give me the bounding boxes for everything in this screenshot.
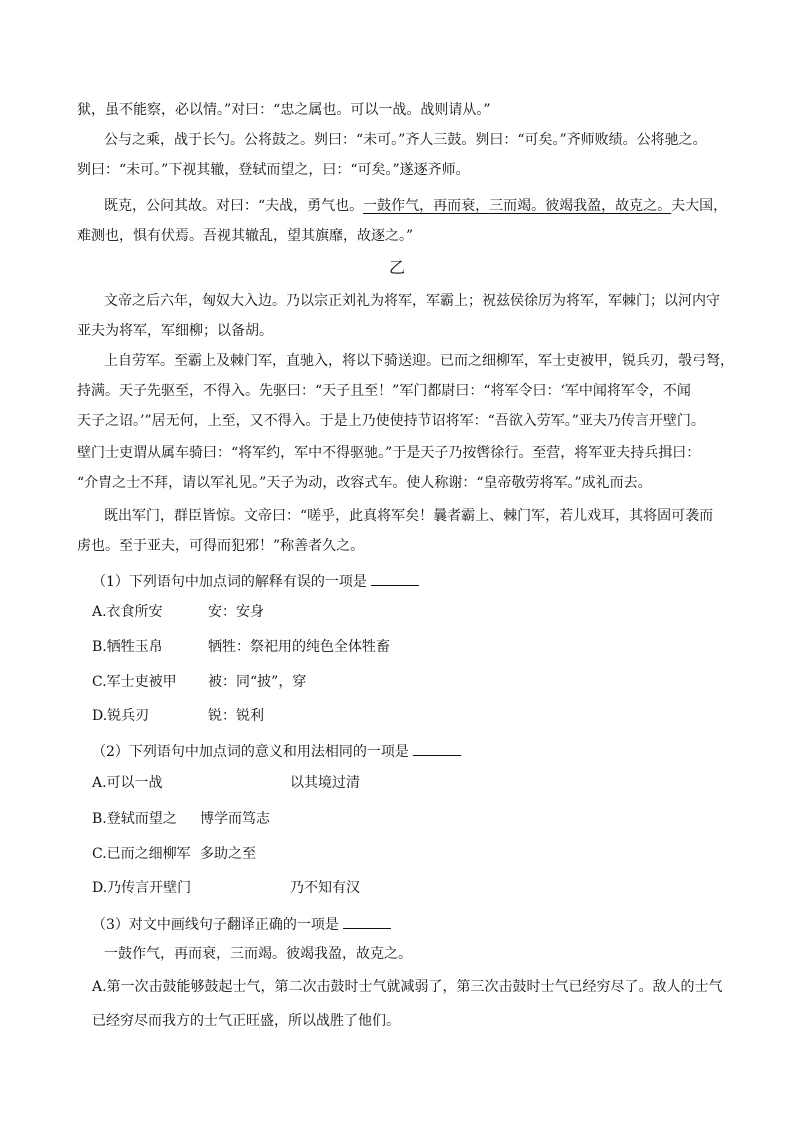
q1-option-d-gloss: 锐：锐利: [208, 708, 264, 724]
q1-option-d: [92, 707, 264, 725]
answer-blank: [413, 741, 461, 756]
passage-yi-line-2: 亚夫为将军，军细柳；以备胡。: [77, 323, 273, 339]
q1-stem: [92, 571, 419, 591]
q3-option-a-line-2: 已经穷尽而我方的士气正旺盛，所以战胜了他们。: [92, 1013, 400, 1029]
answer-blank: [343, 914, 391, 929]
passage-yi-line-1: 文帝之后六年，匈奴大入边。乃以宗正刘礼为将军，军霸上；祝兹侯徐厉为将军，军棘门；以河内守: [104, 293, 720, 309]
q2-option-c-pair: 多助之至: [200, 846, 256, 862]
q2-option-d-text: D.乃传言开壁门: [92, 880, 192, 896]
q2-option-a-text: A.可以一战: [92, 775, 163, 791]
q1-option-a-gloss: 安：安身: [208, 604, 264, 620]
q3-option-a-line-1: A.第一次击鼓能够鼓起士气，第二次击鼓时士气就减弱了，第三次击鼓时士气已经穷尽了。敌人的士气: [92, 979, 723, 995]
passage-jia-line-4-a: 既克，公问其故。对曰：“夫战，勇气也。: [104, 198, 364, 214]
passage-yi-line-3: 上自劳军。至霸上及棘门军，直驰入，将以下骑送迎。已而之细柳军，军士吏被甲，锐兵刃，彀弓弩，: [104, 353, 734, 369]
passage-jia-line-4: [104, 197, 727, 215]
passage-jia-line-1: 狱，虽不能察，必以情。”对曰：“忠之属也。可以一战。战则请从。”: [77, 102, 491, 118]
q1-option-b-gloss: 牺牲：祭祀用的纯色全体牲畜: [208, 639, 390, 655]
q2-option-b-pair: 博学而笃志: [200, 811, 270, 827]
q2-stem-text: （2）下列语句中加点词的意义和用法相同的一项是: [92, 744, 409, 760]
passage-jia-line-3: 刿曰：“未可。”下视其辙，登轼而望之，曰：“可矣。”遂逐齐师。: [77, 162, 470, 178]
passage-jia-line-2: 公与之乘，战于长勺。公将鼓之。刿曰：“未可。”齐人三鼓。刿曰：“可矣。”齐师败绩。公将驰之。: [104, 132, 707, 148]
q2-option-a-pair: 以其境过清: [290, 775, 360, 791]
q2-option-b-text: B.登轼而望之: [92, 811, 177, 827]
q2-option-d: [92, 879, 360, 897]
q2-option-b: [92, 810, 270, 828]
q1-option-b: [92, 638, 390, 656]
q3-stem: [92, 914, 391, 934]
passage-yi-line-7: “介胄之士不拜，请以军礼见。”天子为动，改容式车。使人称谢：“皇帝敬劳将军。”成礼而去。: [77, 475, 652, 491]
answer-blank: [371, 571, 419, 586]
q1-option-c-gloss: 被：同“披”，穿: [208, 674, 307, 690]
q1-stem-text: （1）下列语句中加点词的解释有误的一项是: [92, 574, 367, 590]
q2-stem: [92, 741, 461, 761]
passage-yi-line-9: 虏也。至于亚夫，可得而犯邪！”称善者久之。: [77, 538, 365, 554]
q1-option-a-text: A.衣食所安: [92, 604, 163, 620]
q1-option-c: [92, 673, 306, 691]
underlined-sentence: 一鼓作气，再而衰，三而竭。彼竭我盈，故克之。: [363, 198, 672, 214]
q2-option-c: [92, 845, 256, 863]
passage-yi-line-8: 既出军门，群臣皆惊。文帝曰：“嗟乎，此真将军矣！曩者霸上、棘门军，若儿戏耳，其将固可袭而: [104, 508, 714, 524]
q1-option-d-text: D.锐兵刃: [92, 708, 150, 724]
passage-yi-line-4: 持满。天子先驱至，不得入。先驱曰：“天子且至！”军门都尉曰：“将军令曰：‘军中闻将军令，不闻: [77, 383, 691, 399]
q2-option-a: [92, 774, 360, 792]
q3-stem-text: （3）对文中画线句子翻译正确的一项是: [92, 917, 339, 933]
q2-option-d-pair: 乃不知有汉: [290, 880, 360, 896]
q1-option-c-text: C.军士吏被甲: [92, 674, 177, 690]
passage-jia-line-5: 难测也，惧有伏焉。吾视其辙乱，望其旗靡，故逐之。”: [77, 228, 414, 244]
q1-option-b-text: B.牺牲玉帛: [92, 639, 163, 655]
q1-option-a: [92, 603, 264, 621]
passage-yi-line-5: 天子之诏。’”居无何，上至，又不得入。于是上乃使使持节诏将军：“吾欲入劳军。”亚夫乃传言开壁门。: [77, 413, 705, 429]
section-yi-title: 乙: [388, 258, 405, 277]
passage-yi-line-6: 壁门士吏谓从属车骑曰：“将军约，军中不得驱驰。”于是天子乃按辔徐行。至营，将军亚夫持兵揖曰：: [77, 445, 701, 461]
q3-quote: 一鼓作气，再而衰，三而竭。彼竭我盈，故克之。: [104, 946, 412, 962]
q2-option-c-text: C.已而之细柳军: [92, 846, 191, 862]
passage-jia-line-4-b: 夫大国，: [671, 198, 728, 214]
